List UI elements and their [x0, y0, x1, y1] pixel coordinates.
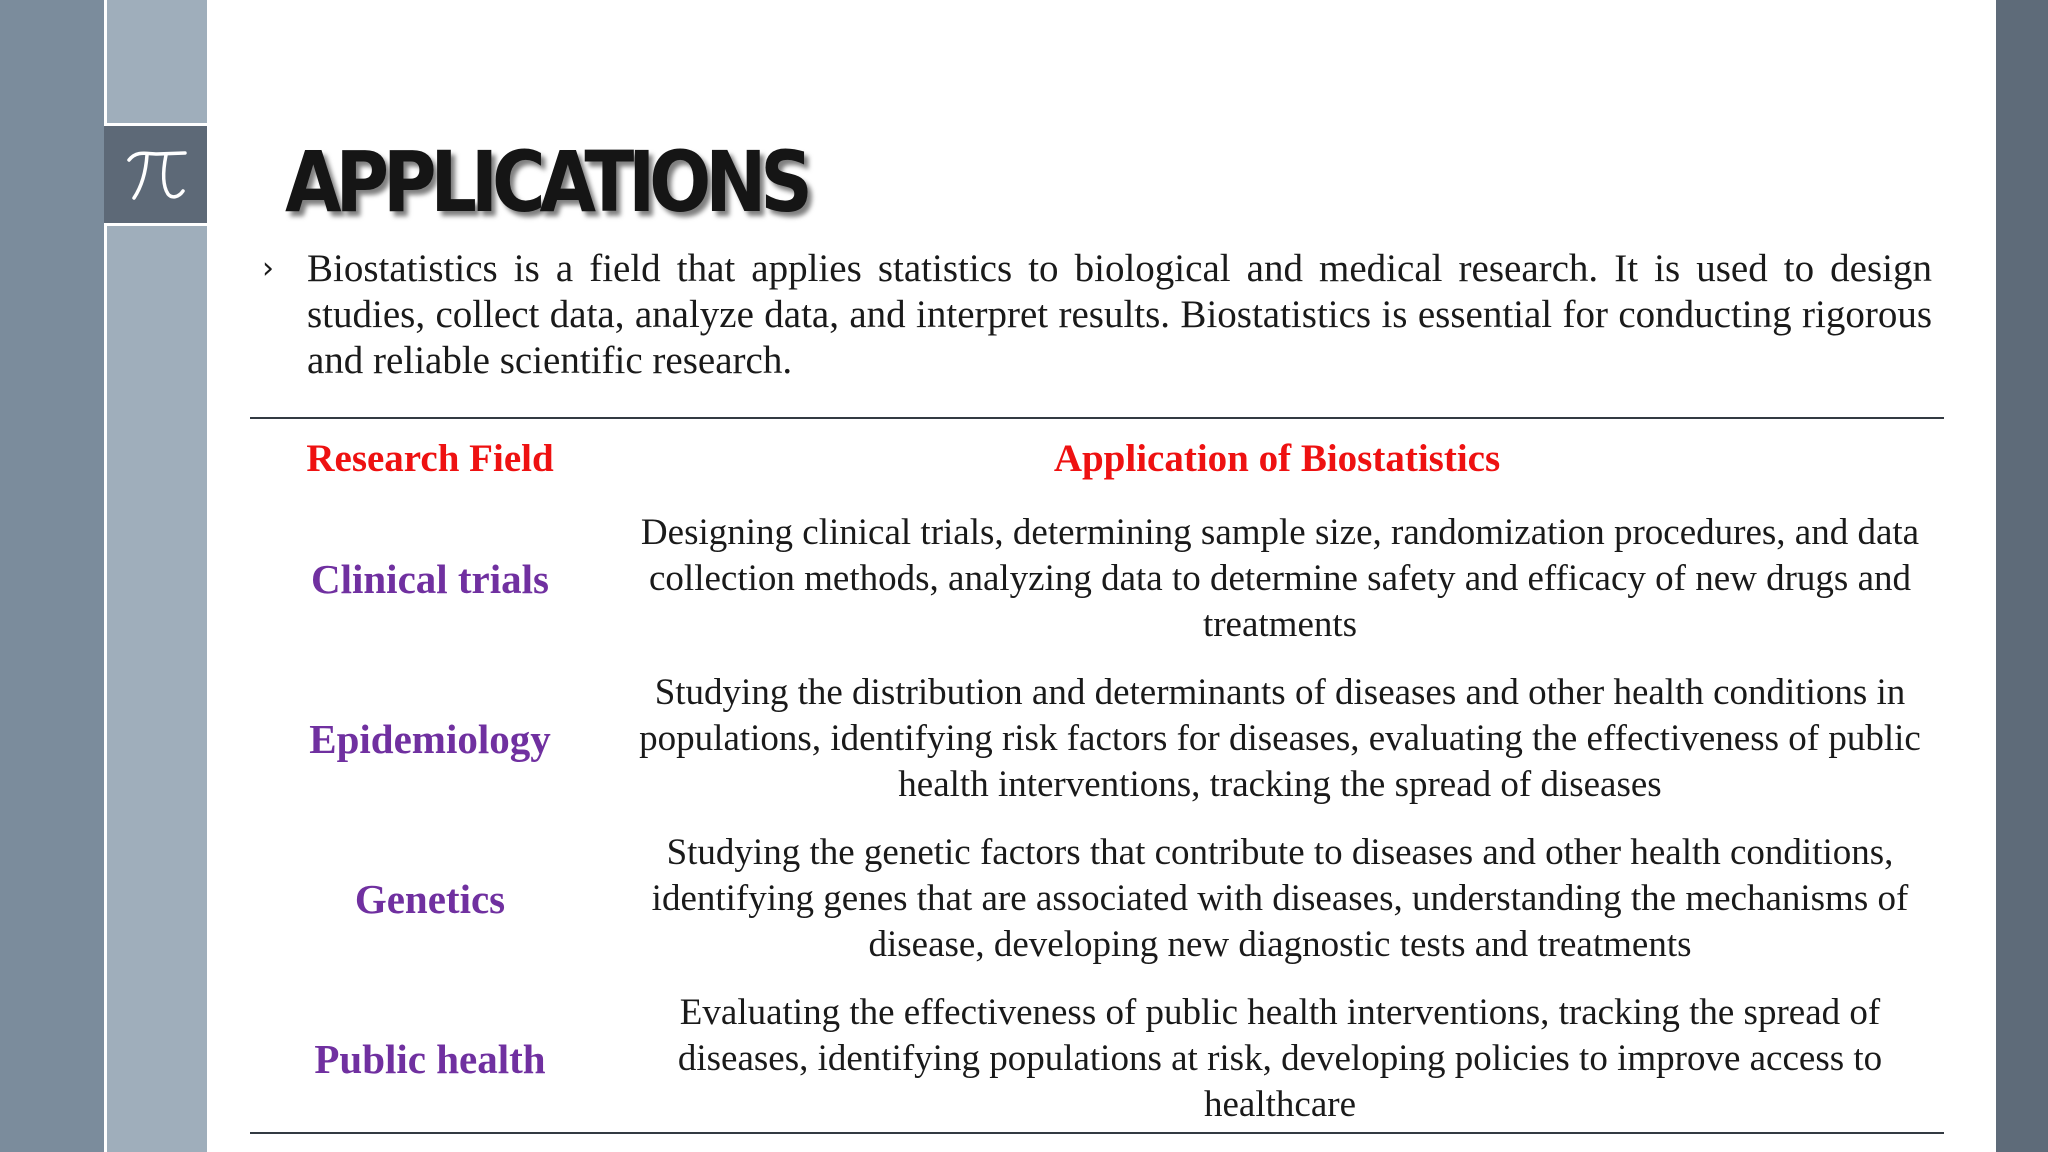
- pi-icon: [123, 146, 189, 204]
- slide-title: APPLICATIONS: [285, 133, 807, 231]
- row-field: Public health: [314, 1036, 546, 1082]
- table-row: [250, 499, 1944, 659]
- row-application: Evaluating the effectiveness of public health interventions, tracking the spread of diseases, identifying populations at risk, developing policies to improve access to healthcare: [677, 992, 1883, 1125]
- bullet-marker: ›: [262, 251, 274, 286]
- table-row: [250, 659, 1944, 819]
- table-bottom-rule: [250, 1132, 1944, 1134]
- header-application: Application of Biostatistics: [1053, 437, 1501, 480]
- row-field: Genetics: [354, 876, 506, 922]
- row-application: Studying the distribution and determinants of diseases and other health conditions in populations, identifying risk factors for diseases, evaluating the effectiveness of public health interventions, tracking the spread of diseases: [639, 672, 1921, 805]
- intro-bullet: [262, 246, 1932, 384]
- header-research-field: Research Field: [306, 437, 554, 480]
- table-row: [250, 819, 1944, 979]
- row-application: Designing clinical trials, determining sample size, randomization procedures, and data collection methods, analyzing data to determine safety and efficacy of new drugs and treatments: [640, 512, 1920, 645]
- table-row: [250, 979, 1944, 1139]
- logo-box: [104, 123, 207, 226]
- left-decorative-band: [0, 0, 104, 1152]
- row-field: Epidemiology: [309, 716, 551, 762]
- row-field: Clinical trials: [310, 556, 549, 602]
- table-header-row: [250, 419, 1944, 499]
- applications-table: [250, 419, 1944, 1139]
- right-decorative-band: [1996, 0, 2048, 1152]
- row-application: Studying the genetic factors that contribute to diseases and other health conditions, identifying genes that are associated with diseases, understanding the mechanisms of disease, developing new diagnostic tests and treatments: [651, 832, 1909, 965]
- intro-text: Biostatistics is a field that applies statistics to biological and medical research. It is used to design studies, collect data, analyze data, and interpret results. Biostatistics is essential for conducting rigorous and reliable scientific research.: [307, 247, 1932, 382]
